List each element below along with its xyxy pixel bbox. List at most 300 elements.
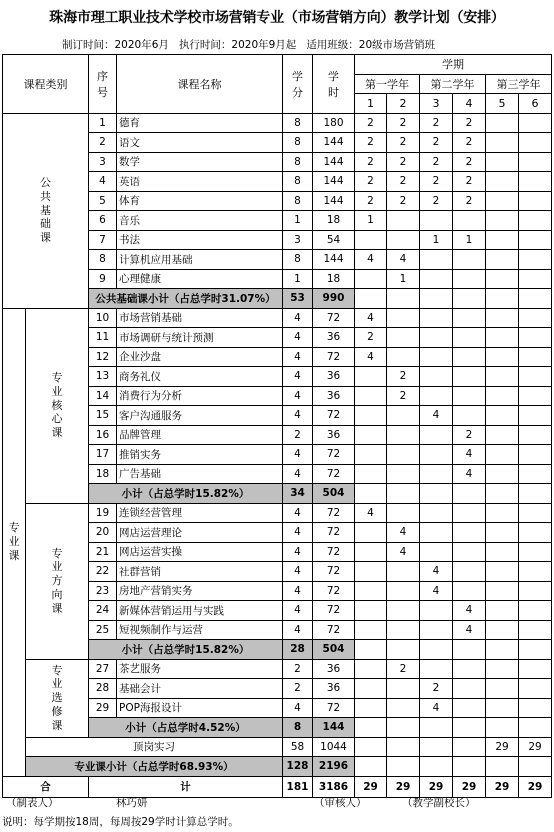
course-credit: 4 [283, 503, 313, 523]
semester-hours [519, 523, 552, 543]
semester-hours [387, 328, 420, 348]
course-name: 英语 [117, 172, 283, 192]
category-direction [26, 503, 89, 659]
table-row [3, 113, 552, 133]
semester-hours [486, 659, 519, 679]
table-row [3, 308, 552, 328]
semester-hours [420, 718, 453, 738]
semester-hours [355, 718, 387, 738]
course-hours: 54 [313, 230, 355, 250]
semester-hours [453, 659, 486, 679]
semester-hours [519, 211, 552, 231]
course-seq: 5 [89, 191, 117, 211]
plan-table [2, 54, 552, 798]
course-name: 网店运营理论 [117, 523, 283, 543]
course-name: 书法 [117, 230, 283, 250]
course-hours: 72 [313, 503, 355, 523]
course-name: 市场营销基础 [117, 308, 283, 328]
semester-hours [486, 464, 519, 484]
semester-hours: 4 [355, 503, 387, 523]
semester-hours [486, 562, 519, 582]
semester-hours [453, 503, 486, 523]
semester-hours: 4 [453, 464, 486, 484]
semester-hours [486, 172, 519, 192]
semester-hours [355, 425, 387, 445]
semester-hours: 4 [387, 523, 420, 543]
course-name: POP海报设计 [117, 698, 283, 718]
meta-row [0, 36, 554, 54]
header-hours: 学时 [313, 55, 355, 114]
course-name: 社群营销 [117, 562, 283, 582]
course-name: 心理健康 [117, 269, 283, 289]
course-seq: 14 [89, 386, 117, 406]
footer-note: 说明：每学期按18周，每周按29学时计算总学时。 [2, 816, 239, 828]
course-hours: 72 [313, 562, 355, 582]
semester-hours [453, 640, 486, 660]
semester-hours [387, 464, 420, 484]
semester-hours: 29 [486, 737, 519, 757]
course-seq: 6 [89, 211, 117, 231]
course-seq: 24 [89, 601, 117, 621]
course-hours: 72 [313, 620, 355, 640]
course-hours: 72 [313, 464, 355, 484]
semester-hours [355, 698, 387, 718]
course-hours: 72 [313, 445, 355, 465]
semester-hours [486, 347, 519, 367]
semester-hours [519, 250, 552, 270]
course-hours: 72 [313, 308, 355, 328]
course-hours: 36 [313, 328, 355, 348]
course-name: 新媒体营销运用与实践 [117, 601, 283, 621]
internship-name: 顶岗实习 [26, 737, 283, 757]
semester-hours [355, 269, 387, 289]
semester-hours [387, 640, 420, 660]
subtotal-credit: 28 [283, 640, 313, 660]
semester-hours [453, 269, 486, 289]
total-semester: 29 [420, 776, 453, 797]
course-name: 企业沙盘 [117, 347, 283, 367]
maker-name: 林巧妍 [116, 797, 148, 809]
semester-hours [453, 737, 486, 757]
semester-hours [453, 581, 486, 601]
course-hours: 144 [313, 152, 355, 172]
prof-subtotal-credit: 128 [283, 757, 313, 777]
semester-hours [387, 289, 420, 309]
semester-hours [420, 347, 453, 367]
semester-hours [486, 250, 519, 270]
internship-hours: 1044 [313, 737, 355, 757]
semester-hours: 2 [420, 679, 453, 699]
course-name: 语文 [117, 133, 283, 153]
semester-hours [387, 601, 420, 621]
semester-hours [453, 542, 486, 562]
semester-hours [387, 698, 420, 718]
course-seq: 2 [89, 133, 117, 153]
page-title: 珠海市理工职业技术学校市场营销专业（市场营销方向）教学计划（安排） [49, 10, 505, 26]
semester-hours [486, 581, 519, 601]
subtotal-hours: 144 [313, 718, 355, 738]
semester-hours [387, 620, 420, 640]
course-credit: 4 [283, 542, 313, 562]
course-credit: 4 [283, 367, 313, 387]
semester-hours [387, 445, 420, 465]
semester-hours: 2 [453, 152, 486, 172]
category-professional-text: 专业课 [8, 521, 20, 562]
subtotal-label: 小计（占总学时15.82%） [89, 484, 283, 504]
course-credit: 4 [283, 464, 313, 484]
prof-subtotal-hours: 2196 [313, 757, 355, 777]
course-credit: 4 [283, 347, 313, 367]
course-seq: 10 [89, 308, 117, 328]
semester-hours [387, 484, 420, 504]
course-hours: 18 [313, 211, 355, 231]
semester-hours [519, 757, 552, 777]
course-credit: 4 [283, 620, 313, 640]
semester-hours: 4 [453, 445, 486, 465]
semester-hours [486, 308, 519, 328]
course-seq: 3 [89, 152, 117, 172]
semester-hours: 4 [355, 250, 387, 270]
semester-hours: 2 [387, 386, 420, 406]
total-credit: 181 [283, 776, 313, 797]
semester-hours [355, 757, 387, 777]
category-elective [26, 659, 89, 737]
course-name: 市场调研与统计预测 [117, 328, 283, 348]
course-seq: 23 [89, 581, 117, 601]
semester-hours: 4 [453, 620, 486, 640]
course-seq: 18 [89, 464, 117, 484]
course-name: 品牌管理 [117, 425, 283, 445]
semester-hours [453, 718, 486, 738]
semester-hours [420, 737, 453, 757]
semester-hours [453, 367, 486, 387]
semester-hours [519, 484, 552, 504]
semester-hours [355, 484, 387, 504]
header-sem-1: 1 [355, 94, 387, 114]
semester-hours [387, 679, 420, 699]
course-seq: 15 [89, 406, 117, 426]
semester-hours [453, 250, 486, 270]
category-core-text: 专业核心课 [51, 371, 63, 440]
semester-hours [486, 289, 519, 309]
course-hours: 72 [313, 601, 355, 621]
semester-hours [519, 464, 552, 484]
subtotal-hours: 504 [313, 640, 355, 660]
header-year1: 第一学年 [355, 74, 420, 94]
course-hours: 72 [313, 542, 355, 562]
semester-hours [486, 211, 519, 231]
semester-hours [453, 757, 486, 777]
category-public [3, 113, 89, 308]
semester-hours [453, 484, 486, 504]
semester-hours [486, 484, 519, 504]
semester-hours [519, 698, 552, 718]
course-name: 客户沟通服务 [117, 406, 283, 426]
header-course: 课程名称 [117, 55, 283, 114]
course-credit: 8 [283, 113, 313, 133]
total-semester: 29 [519, 776, 552, 797]
semester-hours [420, 503, 453, 523]
header-credit: 学分 [283, 55, 313, 114]
semester-hours [486, 718, 519, 738]
semester-hours: 1 [387, 269, 420, 289]
course-credit: 4 [283, 523, 313, 543]
semester-hours [519, 328, 552, 348]
course-name: 连锁经营管理 [117, 503, 283, 523]
course-seq: 1 [89, 113, 117, 133]
course-name: 推销实务 [117, 445, 283, 465]
prof-subtotal-row [3, 757, 552, 777]
semester-hours [519, 718, 552, 738]
semester-hours [420, 523, 453, 543]
course-credit: 2 [283, 679, 313, 699]
total-semester: 29 [355, 776, 387, 797]
semester-hours [355, 230, 387, 250]
semester-hours [387, 737, 420, 757]
semester-hours: 29 [519, 737, 552, 757]
course-seq: 4 [89, 172, 117, 192]
semester-hours: 4 [355, 308, 387, 328]
course-name: 网店运营实操 [117, 542, 283, 562]
semester-hours [486, 620, 519, 640]
semester-hours [519, 289, 552, 309]
semester-hours [486, 503, 519, 523]
principal-label: （教学副校长） [402, 797, 476, 809]
course-name: 德育 [117, 113, 283, 133]
course-hours: 36 [313, 386, 355, 406]
semester-hours [420, 464, 453, 484]
semester-hours: 2 [453, 191, 486, 211]
course-credit: 4 [283, 562, 313, 582]
semester-hours [519, 581, 552, 601]
course-seq: 21 [89, 542, 117, 562]
header-term: 学期 [355, 55, 552, 75]
total-semester: 29 [453, 776, 486, 797]
course-name: 商务礼仪 [117, 367, 283, 387]
semester-hours [355, 620, 387, 640]
semester-hours [519, 542, 552, 562]
semester-hours [486, 113, 519, 133]
course-seq: 19 [89, 503, 117, 523]
course-name: 基础会计 [117, 679, 283, 699]
semester-hours [486, 328, 519, 348]
course-hours: 72 [313, 347, 355, 367]
semester-hours [420, 640, 453, 660]
course-credit: 4 [283, 406, 313, 426]
subtotal-credit: 53 [283, 289, 313, 309]
semester-hours [519, 386, 552, 406]
course-seq: 25 [89, 620, 117, 640]
semester-hours: 1 [355, 211, 387, 231]
semester-hours [519, 601, 552, 621]
course-credit: 8 [283, 172, 313, 192]
semester-hours [387, 406, 420, 426]
course-credit: 4 [283, 328, 313, 348]
header-category: 课程类别 [3, 55, 89, 114]
semester-hours: 4 [420, 581, 453, 601]
course-seq: 28 [89, 679, 117, 699]
subtotal-label: 小计（占总学时15.82%） [89, 640, 283, 660]
semester-hours [486, 679, 519, 699]
course-name: 数学 [117, 152, 283, 172]
semester-hours [355, 737, 387, 757]
semester-hours [355, 523, 387, 543]
semester-hours [420, 659, 453, 679]
semester-hours [387, 718, 420, 738]
semester-hours [420, 601, 453, 621]
class-label: 适用班级：20级市场营销班 [306, 39, 436, 51]
course-hours: 144 [313, 172, 355, 192]
course-credit: 4 [283, 308, 313, 328]
header-sem-5: 5 [486, 94, 519, 114]
semester-hours [519, 367, 552, 387]
semester-hours [387, 211, 420, 231]
course-hours: 18 [313, 269, 355, 289]
semester-hours [519, 562, 552, 582]
semester-hours [355, 581, 387, 601]
semester-hours [486, 601, 519, 621]
semester-hours [387, 308, 420, 328]
header-year2: 第二学年 [420, 74, 486, 94]
table-row [3, 659, 552, 679]
semester-hours [420, 425, 453, 445]
header-sem-4: 4 [453, 94, 486, 114]
maker-label: （制表人） [6, 797, 59, 809]
course-hours: 72 [313, 581, 355, 601]
course-credit: 4 [283, 445, 313, 465]
semester-hours [486, 133, 519, 153]
semester-hours [519, 191, 552, 211]
course-credit: 8 [283, 250, 313, 270]
course-credit: 8 [283, 191, 313, 211]
course-seq: 8 [89, 250, 117, 270]
semester-hours [453, 211, 486, 231]
course-name: 广告基础 [117, 464, 283, 484]
semester-hours [420, 308, 453, 328]
course-credit: 3 [283, 230, 313, 250]
course-hours: 36 [313, 425, 355, 445]
semester-hours [486, 269, 519, 289]
semester-hours [355, 367, 387, 387]
internship-credit: 58 [283, 737, 313, 757]
course-credit: 1 [283, 269, 313, 289]
course-credit: 2 [283, 659, 313, 679]
course-seq: 22 [89, 562, 117, 582]
semester-hours [486, 523, 519, 543]
made-time: 制订时间：2020年6月 [62, 39, 169, 51]
semester-hours: 2 [387, 659, 420, 679]
semester-hours: 2 [420, 113, 453, 133]
semester-hours [355, 679, 387, 699]
semester-hours [453, 698, 486, 718]
semester-hours [486, 191, 519, 211]
semester-hours [453, 347, 486, 367]
semester-hours [453, 289, 486, 309]
header-year3: 第三学年 [486, 74, 552, 94]
semester-hours [453, 328, 486, 348]
subtotal-label: 公共基础课小计（占总学时31.07%） [89, 289, 283, 309]
semester-hours [420, 484, 453, 504]
course-hours: 36 [313, 679, 355, 699]
course-seq: 11 [89, 328, 117, 348]
course-credit: 4 [283, 601, 313, 621]
course-hours: 72 [313, 406, 355, 426]
semester-hours [355, 386, 387, 406]
semester-hours [519, 230, 552, 250]
semester-hours [387, 230, 420, 250]
category-professional [3, 308, 26, 776]
semester-hours: 2 [355, 328, 387, 348]
semester-hours: 2 [453, 425, 486, 445]
semester-hours [486, 386, 519, 406]
semester-hours [486, 367, 519, 387]
header-sem-3: 3 [420, 94, 453, 114]
semester-hours: 1 [453, 230, 486, 250]
course-seq: 9 [89, 269, 117, 289]
semester-hours: 4 [420, 562, 453, 582]
semester-hours: 2 [387, 152, 420, 172]
semester-hours [519, 659, 552, 679]
semester-hours: 2 [355, 191, 387, 211]
semester-hours: 2 [387, 113, 420, 133]
subtotal-credit: 34 [283, 484, 313, 504]
course-name: 茶艺服务 [117, 659, 283, 679]
category-direction-text: 专业方向课 [51, 546, 63, 615]
semester-hours [420, 289, 453, 309]
semester-hours [387, 425, 420, 445]
semester-hours: 4 [387, 250, 420, 270]
category-core [26, 308, 89, 503]
total-semester: 29 [486, 776, 519, 797]
semester-hours [453, 386, 486, 406]
course-seq: 20 [89, 523, 117, 543]
semester-hours: 2 [355, 113, 387, 133]
table-row [3, 503, 552, 523]
semester-hours: 4 [355, 347, 387, 367]
course-credit: 4 [283, 698, 313, 718]
semester-hours [355, 542, 387, 562]
semester-hours: 1 [420, 230, 453, 250]
semester-hours [420, 328, 453, 348]
semester-hours [486, 230, 519, 250]
semester-hours [519, 640, 552, 660]
course-credit: 2 [283, 425, 313, 445]
semester-hours [519, 152, 552, 172]
semester-hours [486, 757, 519, 777]
semester-hours [519, 113, 552, 133]
semester-hours [420, 269, 453, 289]
course-name: 音乐 [117, 211, 283, 231]
course-hours: 144 [313, 133, 355, 153]
subtotal-label: 小计（占总学时4.52%） [89, 718, 283, 738]
semester-hours [355, 562, 387, 582]
course-seq: 12 [89, 347, 117, 367]
semester-hours [420, 757, 453, 777]
semester-hours [387, 757, 420, 777]
semester-hours [453, 523, 486, 543]
semester-hours: 2 [387, 172, 420, 192]
course-seq: 27 [89, 659, 117, 679]
semester-hours: 2 [387, 367, 420, 387]
prof-subtotal-label: 专业课小计（占总学时68.93%） [26, 757, 283, 777]
course-name: 房地产营销实务 [117, 581, 283, 601]
semester-hours: 2 [420, 133, 453, 153]
semester-hours [355, 601, 387, 621]
exec-time: 执行时间：2020年9月起 [178, 39, 297, 51]
semester-hours [519, 308, 552, 328]
reviewer-label: （审核人） [314, 797, 367, 809]
semester-hours [486, 406, 519, 426]
